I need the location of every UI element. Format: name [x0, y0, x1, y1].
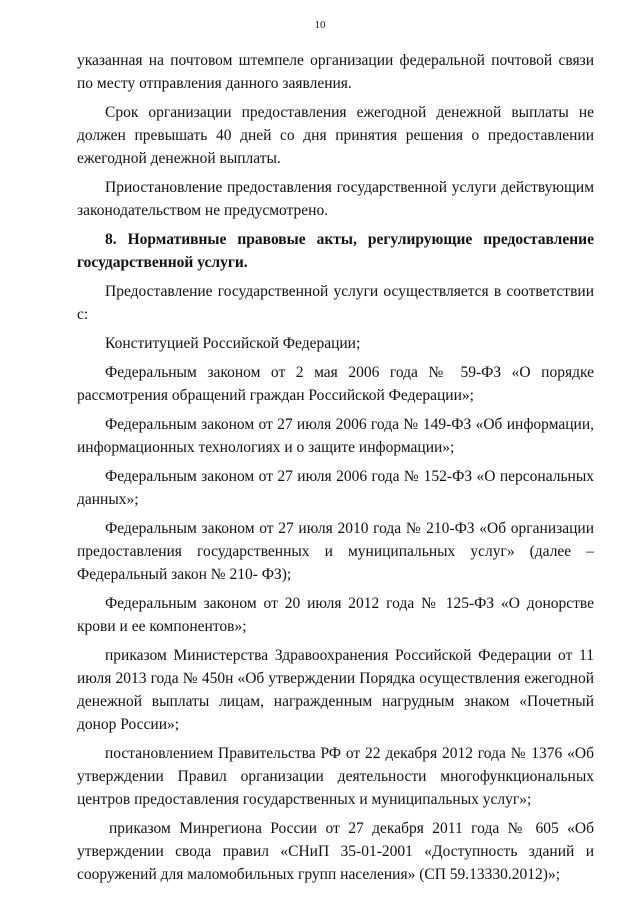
paragraph: Предоставление государственной услуги осуществляется в соответствии с: — [77, 283, 594, 323]
section-heading: 8. Нормативные правовые акты, регулирующие предоставление государственной услуги. — [77, 231, 594, 271]
list-item: Федеральным законом от 27 июля 2010 года № 210-ФЗ «Об организации предоставления государственных и муниципальных услуг» (далее – Федеральный закон № 210- ФЗ); — [77, 520, 594, 583]
list-item: Конституцией Российской Федерации; — [105, 335, 361, 352]
list-item: Федеральным законом от 27 июля 2006 года № 152-ФЗ «О персональных данных»; — [77, 468, 594, 508]
list-item: Федеральным законом от 27 июля 2006 года № 149-ФЗ «Об информации, информационных технологиях и о защите информации»; — [77, 416, 594, 456]
document-body — [77, 49, 594, 892]
paragraph: Срок организации предоставления ежегодной денежной выплаты не должен превышать 40 дней со дня принятия решения о предоставлении ежегодной денежной выплаты. — [77, 104, 594, 167]
list-item: приказом Минрегиона России от 27 декабря 2011 года № 605 «Об утверждении свода правил «СНиП 35-01-2001 «Доступность зданий и сооружений для маломобильных групп населения» (СП 59.13330.2012)»; — [77, 820, 594, 883]
list-item: Федеральным законом от 2 мая 2006 года № 59-ФЗ «О порядке рассмотрения обращений граждан Российской Федерации»; — [77, 364, 594, 404]
page-number: 10 — [314, 19, 326, 31]
paragraph: Приостановление предоставления государственной услуги действующим законодательством не предусмотрено. — [77, 179, 594, 219]
list-item: приказом Министерства Здравоохранения Российской Федерации от 11 июля 2013 года № 450н «Об утверждении Порядка осуществления ежегодной денежной выплаты лицам, награжденным нагрудным знаком «Почетный донор России»; — [77, 647, 594, 733]
paragraph: указанная на почтовом штемпеле организации федеральной почтовой связи по месту отправления данного заявления. — [77, 52, 594, 92]
list-item: постановлением Правительства РФ от 22 декабря 2012 года № 1376 «Об утверждении Правил организации деятельности многофункциональных центров предоставления государственных и муниципальных услуг»; — [77, 745, 594, 808]
list-item: Федеральным законом от 20 июля 2012 года № 125-ФЗ «О донорстве крови и ее компонентов»; — [77, 595, 594, 635]
